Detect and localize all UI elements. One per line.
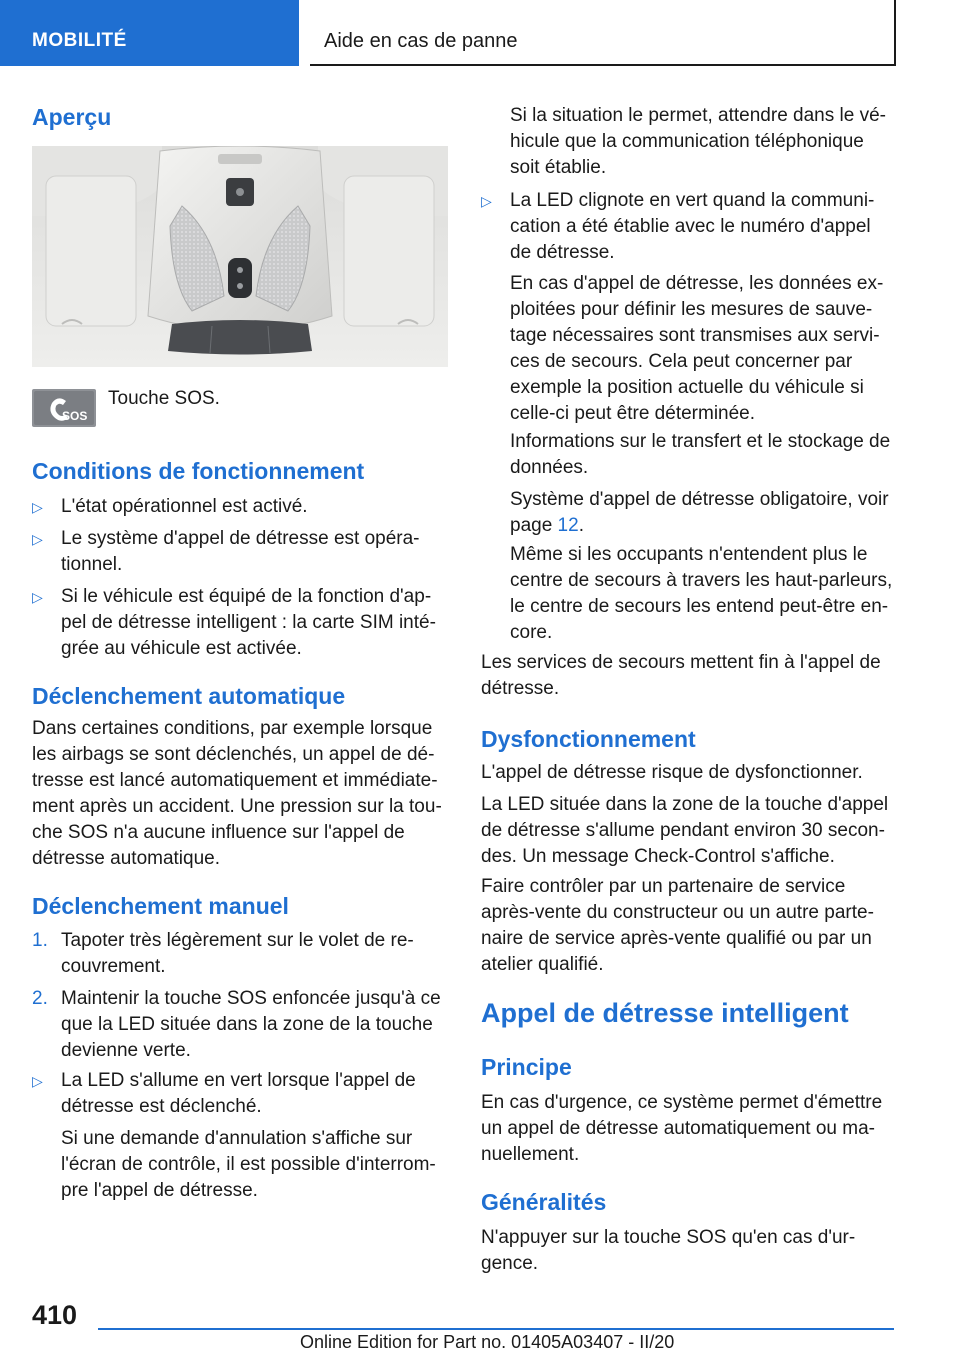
heading-dysfonctionnement: Dysfonctionnement <box>481 726 696 752</box>
sos-icon-label: SOS <box>62 409 88 423</box>
section-label: MOBILITÉ <box>32 30 127 51</box>
triangle-bullet-icon: ▷ <box>32 499 43 515</box>
page-number: 410 <box>32 1300 78 1330</box>
triangle-bullet-icon: ▷ <box>32 1073 43 1089</box>
dysf-paragraph-3: Faire contrôler par un partenaire de service après-vente du constructeur ou un autre parte- naire de service après-vente qualifié ou par un atelier qualifié. <box>481 876 874 975</box>
heading-auto: Déclenchement automatique <box>32 683 346 709</box>
overhead-console-illustration <box>32 146 448 367</box>
footer-rule <box>98 1328 894 1330</box>
storage-info-paragraph: Informations sur le transfert et le stockage de données. <box>510 431 891 478</box>
heading-manual: Déclenchement manuel <box>32 893 289 919</box>
heading-generalites: Généralités <box>481 1189 607 1215</box>
heading-appel-intelligent: Appel de détresse intelligent <box>481 998 849 1028</box>
triangle-bullet-icon: ▷ <box>481 193 492 209</box>
heading-conditions: Conditions de fonctionnement <box>32 458 365 484</box>
auto-paragraph: Dans certaines conditions, par exemple lorsque les airbags se sont déclenchés, un appel de dé- tresse est lancé automatiquement et immédiate- ment après un accident. Une pression sur la tou- che SOS n'a aucune influence sur l'appel de détresse automatique. <box>32 718 442 869</box>
dysf-paragraph-1: L'appel de détresse risque de dysfonctionner. <box>481 762 863 783</box>
continued-paragraph: Si la situation le permet, attendre dans le vé- hicule que la communication téléphonique soit établie. <box>510 105 886 178</box>
dysf-paragraph-2: La LED située dans la zone de la touche d'appel de détresse s'allume pendant environ 30 secon- des. Un message Check-Control s'affiche. <box>481 794 889 867</box>
triangle-bullet-icon: ▷ <box>32 531 43 547</box>
edition-line: Online Edition for Part no. 01405A03407 - II/20 <box>300 1332 675 1352</box>
chapter-title: Aide en cas de panne <box>324 30 518 52</box>
sos-caption: Touche SOS. <box>108 388 220 409</box>
page-link[interactable]: 12 <box>557 515 579 536</box>
occupants-paragraph: Même si les occupants n'entendent plus le centre de secours à travers les haut-parleurs, le centre de secours les entend peut-être en- core. <box>510 544 893 643</box>
sos-button-icon <box>32 389 96 427</box>
end-call-paragraph: Les services de secours mettent fin à l'appel de détresse. <box>481 652 881 699</box>
page-header <box>0 0 960 66</box>
heading-apercu: Aperçu <box>32 104 112 130</box>
generalites-paragraph: N'appuyer sur la touche SOS qu'en cas d'ur- gence. <box>481 1227 856 1274</box>
mandatory-system-paragraph: Système d'appel de détresse obligatoire, voir page 12. <box>510 489 889 536</box>
manual-bullet-paragraph: Si une demande d'annulation s'affiche sur l'écran de contrôle, il est possible d'interrom- pre l'appel de détresse. <box>61 1128 436 1201</box>
principe-paragraph: En cas d'urgence, ce système permet d'émettre un appel de détresse automatiquement ou ma- nuellement. <box>481 1092 883 1165</box>
triangle-bullet-icon: ▷ <box>32 589 43 605</box>
section-tab <box>0 0 299 66</box>
overhead-console-photo <box>32 146 448 367</box>
chapter-title-box <box>310 0 896 66</box>
heading-principe: Principe <box>481 1054 572 1080</box>
data-transfer-paragraph: En cas d'appel de détresse, les données ex- ploitées pour définir les mesures de sauve- tage nécessaires sont transmises aux servi- ces de secours. Cela peut concerner par exemple la position actuelle du véhicule si celle-ci peut être déterminée. <box>510 273 884 424</box>
